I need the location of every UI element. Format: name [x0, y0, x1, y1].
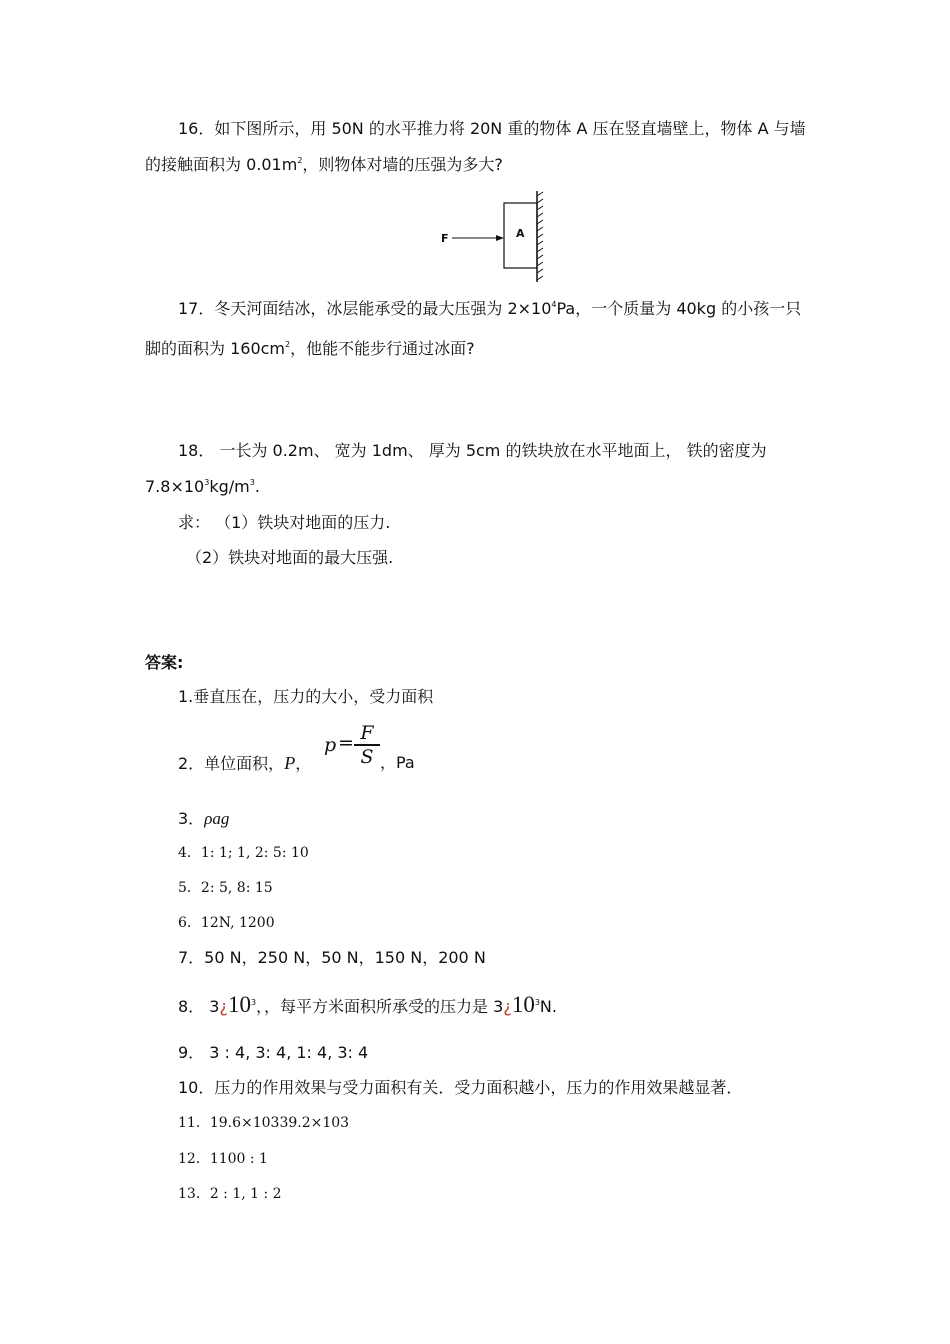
answer-2-unit: ，Pa: [380, 753, 415, 772]
answer-4: 4．1: 1; 1, 2: 5: 10: [178, 845, 309, 861]
answer-2-symbol: P: [284, 753, 296, 773]
answer-9: 9． 3 : 4, 3: 4, 1: 4, 3: 4: [178, 1043, 369, 1062]
q18-sup2: 3: [249, 478, 255, 487]
answer-8: [178, 994, 557, 1018]
formula-eq: =: [338, 732, 354, 754]
answer-8-glyph: ¿: [219, 997, 228, 1016]
answer-8-ten: 10: [227, 992, 251, 1017]
q16-sup: 2: [297, 156, 303, 165]
formula-p: p: [324, 734, 337, 756]
force-arrow-head: [496, 235, 504, 241]
q16-line1: [178, 118, 806, 140]
q16-line2-tail: ，则物体对墙的压强为多大?: [302, 155, 503, 174]
formula-fraction: [352, 722, 382, 768]
answer-2-text: 2．单位面积，: [178, 754, 285, 773]
answer-10: 10．压力的作用效果与受力面积有关．受力面积越小，压力的作用效果越显著．: [178, 1078, 743, 1097]
answer-3-expr: ρag: [204, 809, 230, 828]
q18-period: .: [254, 477, 260, 496]
answer-8-text: ，，每平方米面积所承受的压力是 3: [256, 997, 504, 1016]
q17-line2: [145, 338, 475, 360]
force-label: F: [441, 232, 449, 245]
answer-7: 7．50 N，250 N，50 N，150 N，200 N: [178, 948, 486, 967]
q16-line2-text: 的接触面积为 0.01m: [145, 155, 298, 174]
answer-5: 5．2: 5, 8: 15: [178, 880, 273, 896]
q17-line1: [178, 298, 801, 320]
answer-8-sup: 3: [250, 998, 257, 1007]
answer-8-label: 8． 3: [178, 997, 220, 1016]
q18-ask2-text: （2）铁块对地面的最大压强.: [186, 548, 394, 567]
q18-ask2: [186, 547, 393, 569]
q18-density: 7.8×10: [145, 477, 205, 496]
q17-text: 17．冬天河面结冰，冰层能承受的最大压强为 2×10: [178, 299, 552, 318]
q18-unit: kg/m: [209, 477, 250, 496]
q17-sup: 4: [551, 300, 557, 309]
answer-8-unit: N.: [539, 997, 557, 1016]
answer-8-sup2: 3: [534, 998, 540, 1007]
answer-3: [178, 808, 229, 830]
wall-hatching: [537, 192, 543, 280]
answer-1: 1.垂直压在，压力的大小，受力面积: [178, 687, 434, 706]
q16-line2: [145, 154, 503, 176]
block-label: A: [516, 227, 525, 240]
answers-heading: 答案:: [145, 653, 184, 672]
answer-3-label: 3．: [178, 809, 205, 828]
answer-2: [178, 752, 311, 775]
answer-13: 13．2 : 1, 1 : 2: [178, 1186, 282, 1202]
answer-12: 12．1100 : 1: [178, 1151, 268, 1167]
q17-line2-text: 脚的面积为 160cm: [145, 339, 286, 358]
q17-line2-tail: ，他能不能步行通过冰面?: [290, 339, 475, 358]
formula-denominator: S: [360, 745, 374, 768]
answer-8-glyph2: ¿: [503, 997, 512, 1016]
q18-sup: 3: [204, 478, 210, 487]
answer-2-comma: ，: [295, 754, 312, 773]
q18-line1: [178, 440, 767, 462]
answer-8-ten2: 10: [511, 992, 535, 1017]
q18-ask1-text: 求： （1）铁块对地面的压力.: [178, 513, 391, 532]
formula-numerator: F: [360, 722, 374, 744]
q18-ask1: [178, 512, 390, 534]
q17-text-tail: Pa，一个质量为 40kg 的小孩一只: [556, 299, 802, 318]
q16-text: 16．如下图所示，用 50N 的水平推力将 20N 重的物体 A 压在竖直墙壁上，物体 A 与墙: [178, 119, 806, 138]
answer-6: 6．12N, 1200: [178, 915, 275, 931]
answer-11: 11．19.6×10339.2×103: [178, 1115, 350, 1131]
q17-line2-sup: 2: [285, 340, 291, 349]
q18-line2: [145, 476, 260, 498]
q18-text: 18． 一长为 0.2m、 宽为 1dm、 厚为 5cm 的铁块放在水平地面上， 铁的密度为: [178, 441, 767, 460]
q16-figure: [430, 188, 550, 284]
